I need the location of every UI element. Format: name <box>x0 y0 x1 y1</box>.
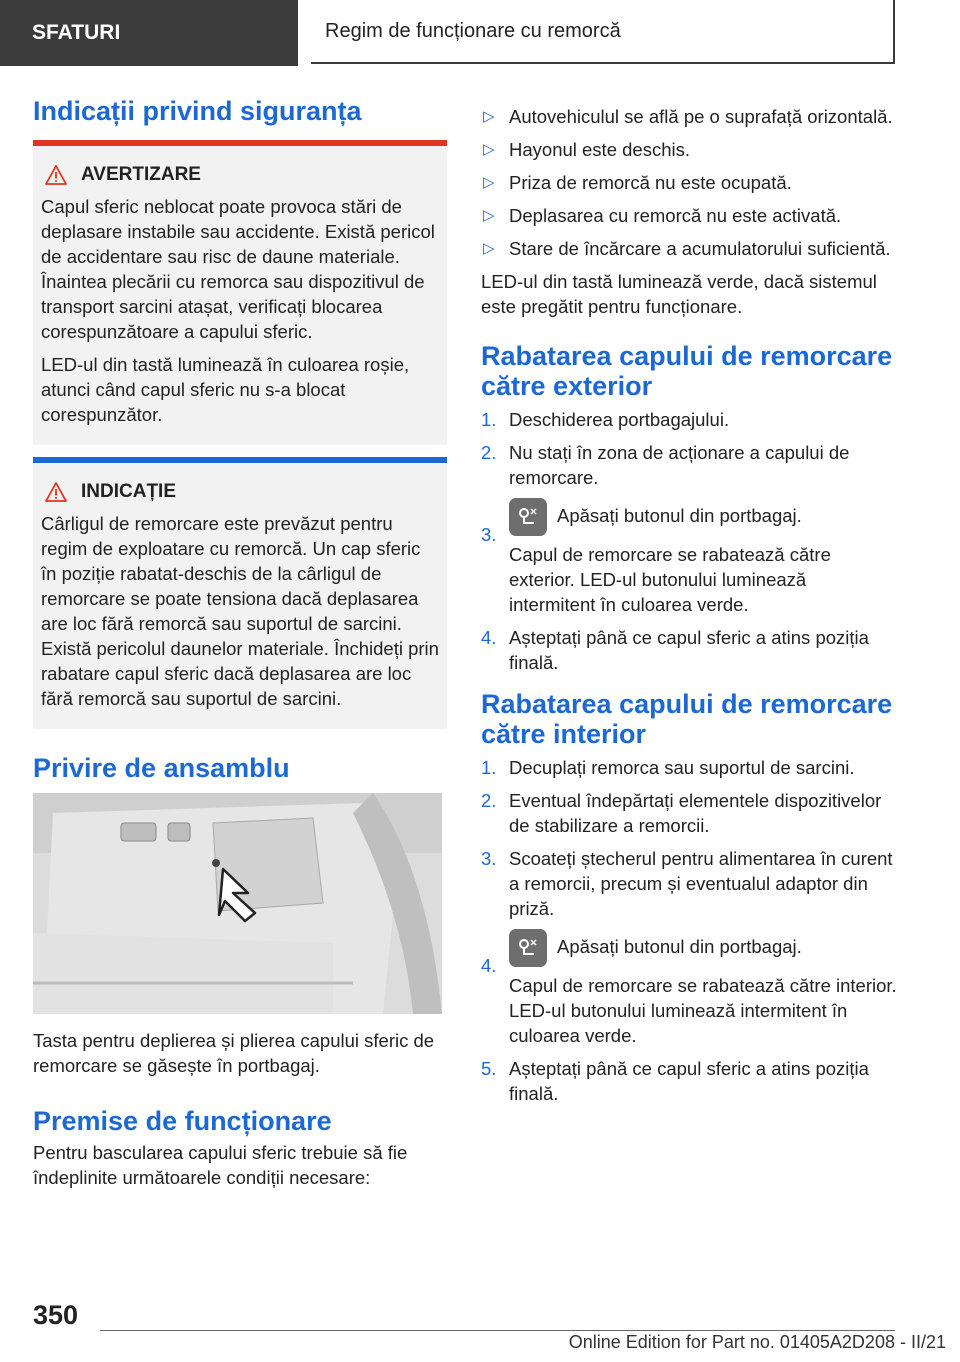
warning-box <box>33 140 447 445</box>
trunk-photo <box>33 793 442 1014</box>
fold-in-heading: Rabatarea capului de remorcare către interior <box>481 689 893 749</box>
fold-out-steps <box>481 407 897 675</box>
list-item: ▷ Deplasarea cu remorcă nu este activată. <box>483 205 842 226</box>
warning-title: AVERTIZARE <box>81 164 201 185</box>
list-item: ▷ Autovehiculul se află pe o suprafață orizontală. <box>483 106 893 127</box>
trailer-hitch-button-icon <box>509 498 547 536</box>
list-item: 1. Decuplați remorca sau suportul de sarcini. <box>481 757 855 778</box>
overview-heading: Privire de ansamblu <box>33 753 290 783</box>
note-title: INDICAȚIE <box>81 481 176 502</box>
note-box <box>33 457 447 729</box>
list-item: 5. Așteptați până ce capul sferic a atins poziția finală. <box>481 1058 869 1104</box>
warning-text-2: LED-ul din tastă luminează în culoarea roșie, atunci când capul sferic nu s-a blocat corespunzător. <box>41 354 410 425</box>
list-item: 2. Nu stați în zona de acționare a capului de remorcare. <box>481 442 850 488</box>
warning-triangle-icon <box>45 165 67 185</box>
premise-text: Pentru bascularea capului sferic trebuie să fie îndeplinite următoarele condiții necesare: <box>33 1142 408 1188</box>
triangle-marker-icon: ▷ <box>483 141 495 158</box>
overview-text: Tasta pentru deplierea și plierea capului sferic de remorcare se găsește în portbagaj. <box>33 1030 435 1076</box>
edition-text: Online Edition for Part no. 01405A2D208 - II/21 <box>568 1332 946 1352</box>
list-item: 4. Așteptați până ce capul sferic a atins poziția finală. <box>481 627 869 673</box>
triangle-marker-icon: ▷ <box>483 207 495 224</box>
list-item: ▷ Stare de încărcare a acumulatorului suficientă. <box>483 238 891 259</box>
list-item: 3. Scoateți ștecherul pentru alimentarea în curent a remorcii, precum și eventualul adaptor din priză. <box>481 848 893 919</box>
page-number: 350 <box>33 1300 79 1330</box>
footer-divider <box>100 1330 895 1331</box>
list-item: 3. Apăsați butonul din portbagaj. Capul de remorcare se rabatează către exterior. LED-ul butonului luminează intermitent în culoarea verde. <box>481 498 897 617</box>
fold-out-heading: Rabatarea capului de remorcare către exterior <box>481 341 893 401</box>
warning-text-1: Capul sferic neblocat poate provoca stări de deplasare instabile sau accidente. Există pericol de accidentare sau risc de daune materiale. Înaintea plecării cu remorca sau dispozitivul de transport sarcini atașat, verificați blocarea corespunzătoare a capului sferic. <box>41 196 435 342</box>
list-item: 1. Deschiderea portbagajului. <box>481 409 730 430</box>
note-text: Cârligul de remorcare este prevăzut pentru regim de exploatare cu remorcă. Un cap sferic în poziție rabatat-deschis de la cârligul de remorcare se poate tensiona dacă deplasarea are loc fără remorcă sau suportul de sarcini. Există pericolul daunelor materiale. Închideți prin rabatare capul sferic dacă deplasarea are loc fără remorcă sau suportul de sarcini. <box>41 513 439 709</box>
triangle-marker-icon: ▷ <box>483 240 495 257</box>
triangle-marker-icon: ▷ <box>483 174 495 191</box>
triangle-marker-icon: ▷ <box>483 108 495 125</box>
conditions-list <box>481 104 897 261</box>
chapter-title: Regim de funcționare cu remorcă <box>311 0 895 64</box>
trailer-hitch-button-icon <box>509 929 547 967</box>
safety-heading: Indicații privind siguranța <box>33 96 362 126</box>
left-column <box>33 96 447 1198</box>
premise-heading: Premise de funcționare <box>33 1106 332 1136</box>
fold-in-steps <box>481 755 897 1106</box>
warning-triangle-icon <box>45 482 67 502</box>
right-column <box>481 104 897 1116</box>
page-header <box>0 0 960 66</box>
list-item: ▷ Hayonul este deschis. <box>483 139 690 160</box>
list-item: 2. Eventual îndepărtați elementele dispozitivelor de stabilizare a remorcii. <box>481 790 882 836</box>
list-item: 4. Apăsați butonul din portbagaj. Capul de remorcare se rabatează către interior. LED-ul butonului luminează intermitent în culoarea verde. <box>481 929 897 1048</box>
list-item: ▷ Priza de remorcă nu este ocupată. <box>483 172 792 193</box>
page-footer <box>0 1290 960 1362</box>
section-label: SFATURI <box>0 0 298 66</box>
led-ready-text: LED-ul din tastă luminează verde, dacă sistemul este pregătit pentru funcționare. <box>481 271 877 317</box>
